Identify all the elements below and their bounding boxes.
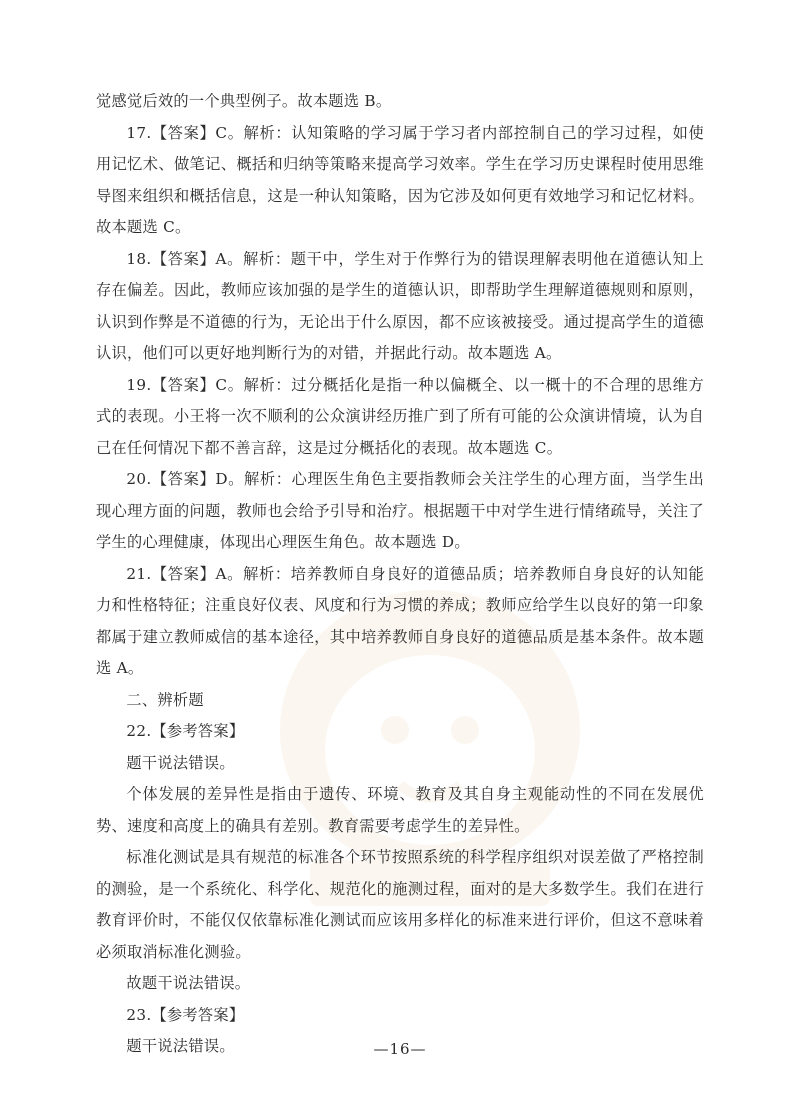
answer-17: 17.【答案】C。解析：认知策略的学习属于学习者内部控制自己的学习过程，如使用记忆术、做笔记、概括和归纳等策略来提高学习效率。学生在学习历史课程时使用思维导图来组织和概括信息，这是一种认知策略，因为它涉及如何更有效地学习和记忆材料。故本题选 C。 [96, 123, 704, 236]
answer-22-point-2: 标准化测试是具有规范的标准各个环节按照系统的科学程序组织对误差做了严格控制的测验，是一个系统化、科学化、规范化的施测过程，面对的是大多数学生。我们在进行教育评价时，不能仅仅依靠标准化测试而应该用多样化的标准来进行评价，但这不意味着必须取消标准化测验。 [96, 848, 704, 961]
page-number: —16— [373, 1040, 427, 1058]
answer-22-verdict: 题干说法错误。 [126, 753, 235, 772]
answer-22-heading: 22.【参考答案】 [126, 722, 245, 740]
paragraph-continuation: 觉感觉后效的一个典型例子。故本题选 B。 [96, 92, 392, 110]
answer-20: 20.【答案】D。解析：心理医生角色主要指教师会关注学生的心理方面，当学生出现心理方面的问题，教师也会给予引导和治疗。根据题干中对学生进行情绪疏导，关注了学生的心理健康，体现出心理医生角色。故本题选 D。 [96, 470, 704, 551]
answer-23-verdict: 题干说法错误。 [126, 1037, 235, 1055]
answer-22-conclusion: 故题干说法错误。 [126, 974, 251, 992]
answer-23-heading: 23.【参考答案】 [126, 1005, 245, 1024]
document-body [96, 86, 704, 1063]
answer-21: 21.【答案】A。解析：培养教师自身良好的道德品质；培养教师自身良好的认知能力和性格特征；注重良好仪表、风度和行为习惯的养成；教师应给学生以良好的第一印象都属于建立教师威信的基本途径，其中培养教师自身良好的道德品质是基本条件。故本题选 A。 [96, 564, 704, 677]
answer-19: 19.【答案】C。解析：过分概括化是指一种以偏概全、以一概十的不合理的思维方式的表现。小王将一次不顺利的公众演讲经历推广到了所有可能的公众演讲情境，认为自己在任何情况下都不善言辞，这是过分概括化的表现。故本题选 C。 [96, 375, 704, 457]
section-heading-analysis: 二、辨析题 [126, 690, 204, 709]
answer-18: 18.【答案】A。解析：题干中，学生对于作弊行为的错误理解表明他在道德认知上存在偏差。因此，教师应该加强的是学生的道德认识，即帮助学生理解道德规则和原则，认识到作弊是不道德的行为，无论出于什么原因，都不应该被接受。通过提高学生的道德认识，他们可以更好地判断行为的对错，并据此行动。故本题选 A。 [96, 249, 704, 362]
answer-22-point-1: 个体发展的差异性是指由于遗传、环境、教育及其自身主观能动性的不同在发展优势、速度和高度上的确具有差别。教育需要考虑学生的差异性。 [96, 785, 704, 835]
